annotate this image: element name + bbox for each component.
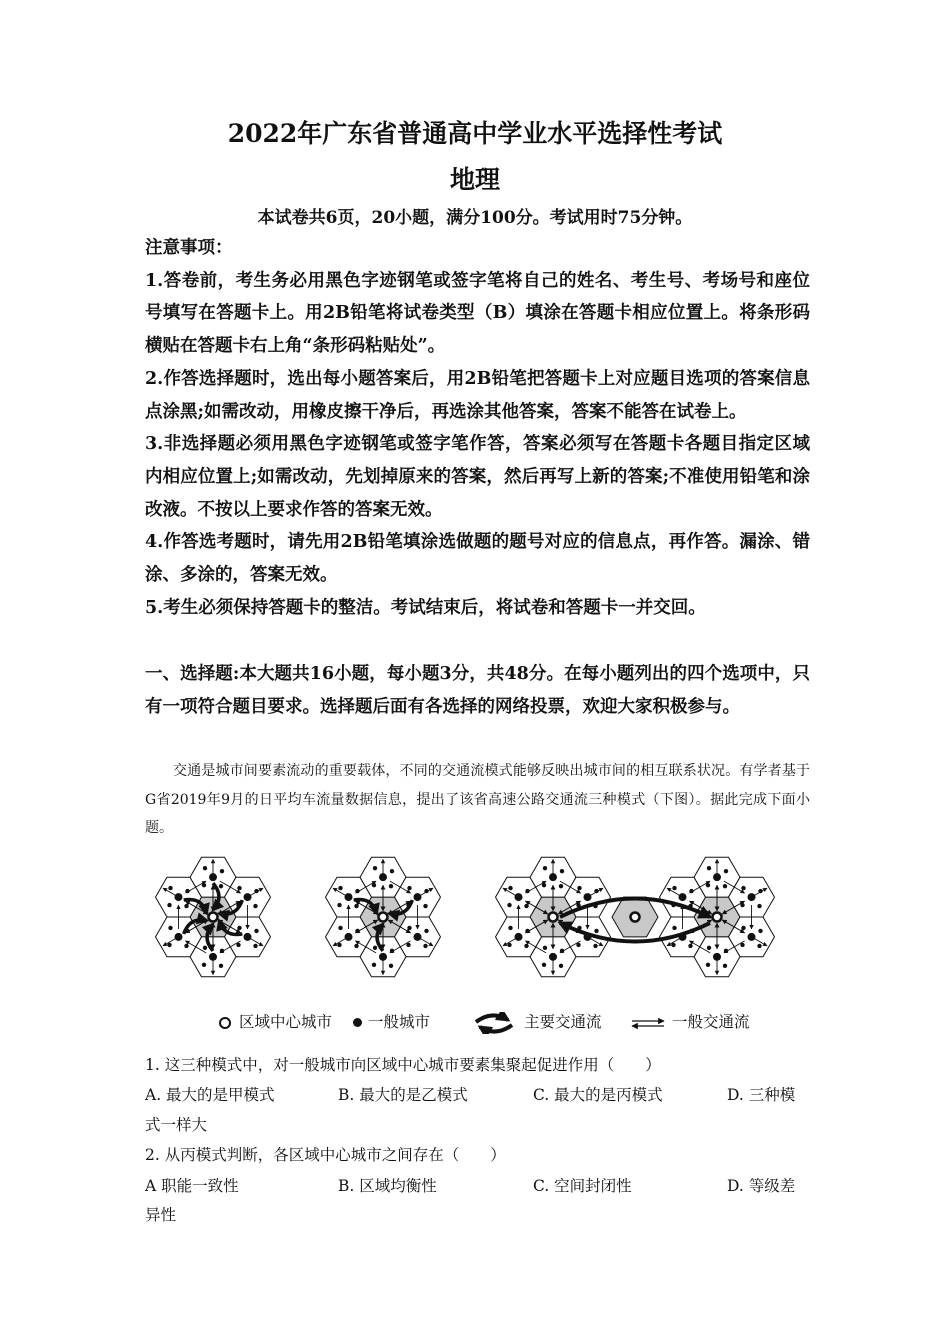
- general-city-marker: [373, 946, 377, 950]
- general-city-marker: [524, 944, 528, 948]
- general-city-marker: [220, 949, 224, 953]
- center-city-icon: [219, 1017, 231, 1029]
- general-city-marker: [524, 904, 528, 908]
- general-city-marker: [748, 933, 756, 941]
- general-city-marker: [525, 889, 529, 893]
- legend-main-label: 主要交通流: [524, 1013, 602, 1031]
- general-city-marker: [379, 953, 387, 961]
- center-city-marker: [631, 913, 640, 922]
- general-city-marker: [740, 943, 744, 947]
- notes-block: [145, 232, 810, 624]
- general-city-marker: [175, 933, 183, 941]
- general-city-marker: [373, 866, 377, 870]
- general-city-marker: [707, 866, 711, 870]
- pattern-bing-right: [660, 857, 775, 977]
- note-item: 3.非选择题必须用黑色字迹钢笔或签字笔作答，答案必须写在答题卡各题目指定区域内相应位置上;如需改动，先划掉原来的答案，然后再写上新的答案;不准使用铅笔和涂改液。不按以上要求作答的答案无效。: [145, 434, 810, 520]
- option-c[interactable]: C. 空间封闭性: [533, 1177, 632, 1195]
- note-item: 1.答卷前，考生务必用黑色字迹钢笔或签字笔将自己的姓名、考生号、考场号和座位号填写在答题卡上。用2B铅笔将试卷类型（B）填涂在答题卡相应位置上。将条形码横贴在答题卡右上角“条形码粘贴处”。: [145, 270, 810, 357]
- exam-title: 2022年广东省普通高中学业水平选择性考试: [227, 119, 723, 148]
- center-city-marker: [379, 913, 388, 922]
- general-city-marker: [706, 883, 710, 887]
- general-city-marker: [713, 873, 721, 881]
- option-a[interactable]: A 职能一致性: [145, 1177, 239, 1195]
- general-city-marker: [707, 946, 711, 950]
- general-city-marker: [576, 943, 580, 947]
- option-b[interactable]: B. 区域均衡性: [338, 1177, 437, 1195]
- legend-general-label: 一般城市: [368, 1013, 431, 1031]
- general-city-marker: [203, 866, 207, 870]
- general-city-marker: [345, 933, 353, 941]
- general-city-marker: [724, 949, 728, 953]
- general-city-marker: [209, 953, 217, 961]
- option-c[interactable]: C. 最大的是丙模式: [533, 1086, 663, 1104]
- general-city-marker: [202, 963, 206, 967]
- general-city-marker: [202, 883, 206, 887]
- general-city-marker: [244, 893, 252, 901]
- general-city-marker: [185, 889, 189, 893]
- general-city-marker: [414, 893, 422, 901]
- general-city-marker: [338, 886, 342, 890]
- general-city-marker: [757, 904, 761, 908]
- general-city-marker: [724, 869, 728, 873]
- question-1-stem: 1. 这三种模式中，对一般城市向区域中心城市要素集聚起促进作用（ ）: [145, 1056, 661, 1074]
- general-city-marker: [389, 884, 393, 888]
- general-city-marker: [549, 873, 557, 881]
- general-city-marker: [390, 949, 394, 953]
- section-heading: [145, 658, 810, 723]
- general-city-marker: [372, 883, 376, 887]
- general-city-marker: [406, 943, 410, 947]
- general-city-marker: [389, 964, 393, 968]
- general-city-marker: [407, 926, 411, 930]
- general-city-marker: [354, 944, 358, 948]
- general-city-marker: [577, 886, 581, 890]
- general-city-marker: [337, 903, 341, 907]
- general-city-marker: [184, 944, 188, 948]
- legend-center-city: [219, 1010, 332, 1032]
- note-item: 5.考生必须保持答题卡的整洁。考试结束后，将试卷和答题卡一并交回。: [145, 597, 706, 618]
- notes-heading: 注意事项：: [145, 238, 233, 258]
- general-city-marker: [672, 926, 676, 930]
- exam-info: 本试卷共6页，20小题，满分100分。考试用时75分钟。: [257, 208, 693, 228]
- option-d[interactable]: D. 等级差: [727, 1177, 796, 1195]
- question-2-options: [145, 1171, 810, 1201]
- general-city-marker: [706, 963, 710, 967]
- general-city-marker: [543, 946, 547, 950]
- general-city-marker: [593, 944, 597, 948]
- general-city-marker: [424, 929, 428, 933]
- pattern-bing-left: [496, 857, 611, 977]
- option-d-continuation: 异性: [145, 1206, 177, 1224]
- general-city-marker: [406, 903, 410, 907]
- general-city-marker: [184, 904, 188, 908]
- legend-general-flow-label: 一般交通流: [672, 1013, 750, 1031]
- question-2-stem: 2. 从丙模式判断，各区域中心城市之间存在（ ）: [145, 1146, 506, 1164]
- general-city-marker: [236, 943, 240, 947]
- general-city-marker: [584, 893, 592, 901]
- section-text: 一、选择题:本大题共16小题，每小题3分，共48分。在每小题列出的四个选项中，只有一项符合题目要求。选择题后面有各选择的网络投票，欢迎大家积极参与。: [145, 664, 810, 717]
- general-city-marker: [254, 929, 258, 933]
- passage-text: 交通是城市间要素流动的重要载体，不同的交通流模式能够反映出城市间的相互联系状况。有学者基于G省2019年9月的日平均车流量数据信息，提出了该省高速公路交通流三种模式（下图）。据此完成下面小题。: [145, 763, 810, 836]
- center-city-marker: [549, 913, 558, 922]
- general-city-marker: [203, 946, 207, 950]
- general-city-marker: [594, 889, 598, 893]
- general-city-marker: [237, 926, 241, 930]
- general-city-marker: [508, 926, 512, 930]
- option-d[interactable]: D. 三种模: [727, 1086, 796, 1104]
- general-city-marker: [220, 869, 224, 873]
- general-city-marker: [407, 886, 411, 890]
- general-city-marker: [423, 904, 427, 908]
- general-city-marker: [219, 884, 223, 888]
- general-city-marker: [688, 944, 692, 948]
- general-city-marker: [414, 933, 422, 941]
- note-item: 2.作答选择题时，选出每小题答案后，用2B铅笔把答题卡上对应题目选项的答案信息点涂黑;如需改动，用橡皮擦干净后，再选涂其他答案，答案不能答在试卷上。: [145, 368, 810, 422]
- legend-general-city: [353, 1010, 430, 1032]
- general-city-marker: [748, 893, 756, 901]
- general-city-marker: [507, 903, 511, 907]
- general-city-marker: [740, 903, 744, 907]
- general-city-marker: [559, 884, 563, 888]
- general-city-marker: [741, 926, 745, 930]
- general-city-marker: [167, 943, 171, 947]
- general-city-marker: [713, 953, 721, 961]
- general-city-marker: [672, 886, 676, 890]
- subject-title: 地理: [449, 165, 500, 194]
- general-city-marker: [345, 893, 353, 901]
- general-city-marker: [594, 929, 598, 933]
- general-city-marker: [542, 963, 546, 967]
- option-b[interactable]: B. 最大的是乙模式: [338, 1086, 468, 1104]
- general-city-marker: [507, 943, 511, 947]
- general-city-marker: [175, 893, 183, 901]
- general-city-marker: [515, 933, 523, 941]
- general-city-marker: [390, 869, 394, 873]
- general-city-marker: [525, 929, 529, 933]
- center-city-marker: [713, 913, 722, 922]
- general-city-marker: [423, 944, 427, 948]
- question-1-options: [145, 1080, 810, 1110]
- general-city-marker: [219, 964, 223, 968]
- general-city-marker: [758, 929, 762, 933]
- general-flow-icon: [628, 1016, 668, 1030]
- general-city-marker: [560, 869, 564, 873]
- traffic-flow-diagram: [140, 845, 810, 1035]
- general-city-marker: [338, 926, 342, 930]
- legend-center-label: 区域中心城市: [239, 1013, 333, 1031]
- pattern-jia: [156, 857, 271, 977]
- general-city-marker: [757, 944, 761, 948]
- legend-main-flow: [472, 1010, 602, 1034]
- general-city-marker: [543, 866, 547, 870]
- general-city-marker: [254, 889, 258, 893]
- general-city-icon: [353, 1018, 362, 1027]
- general-city-marker: [723, 884, 727, 888]
- general-city-marker: [515, 893, 523, 901]
- general-city-marker: [679, 893, 687, 901]
- note-item: 4.作答选考题时，请先用2B铅笔填涂选做题的题号对应的信息点，再作答。漏涂、错涂、多涂的，答案无效。: [145, 532, 810, 586]
- pattern-yi: [326, 857, 441, 977]
- general-city-marker: [244, 933, 252, 941]
- reading-passage: [145, 757, 810, 843]
- general-city-marker: [355, 929, 359, 933]
- general-city-marker: [236, 903, 240, 907]
- general-city-marker: [560, 949, 564, 953]
- general-city-marker: [424, 889, 428, 893]
- general-city-marker: [337, 943, 341, 947]
- general-city-marker: [209, 873, 217, 881]
- general-city-marker: [167, 903, 171, 907]
- general-city-marker: [559, 964, 563, 968]
- general-city-marker: [508, 886, 512, 890]
- general-city-marker: [354, 904, 358, 908]
- general-city-marker: [379, 873, 387, 881]
- general-city-marker: [237, 886, 241, 890]
- center-city-marker: [209, 913, 218, 922]
- general-city-marker: [185, 929, 189, 933]
- general-city-marker: [355, 889, 359, 893]
- general-city-marker: [542, 883, 546, 887]
- general-city-marker: [253, 944, 257, 948]
- general-city-marker: [671, 943, 675, 947]
- general-city-marker: [689, 889, 693, 893]
- general-city-marker: [168, 926, 172, 930]
- general-city-marker: [549, 953, 557, 961]
- legend-general-flow: [628, 1010, 750, 1032]
- main-flow-icon: [472, 1012, 516, 1034]
- general-city-marker: [758, 889, 762, 893]
- general-city-marker: [253, 904, 257, 908]
- option-a[interactable]: A. 最大的是甲模式: [145, 1086, 275, 1104]
- option-d-continuation: 式一样大: [145, 1116, 208, 1134]
- general-city-marker: [723, 964, 727, 968]
- general-city-marker: [168, 886, 172, 890]
- general-city-marker: [372, 963, 376, 967]
- general-city-marker: [741, 886, 745, 890]
